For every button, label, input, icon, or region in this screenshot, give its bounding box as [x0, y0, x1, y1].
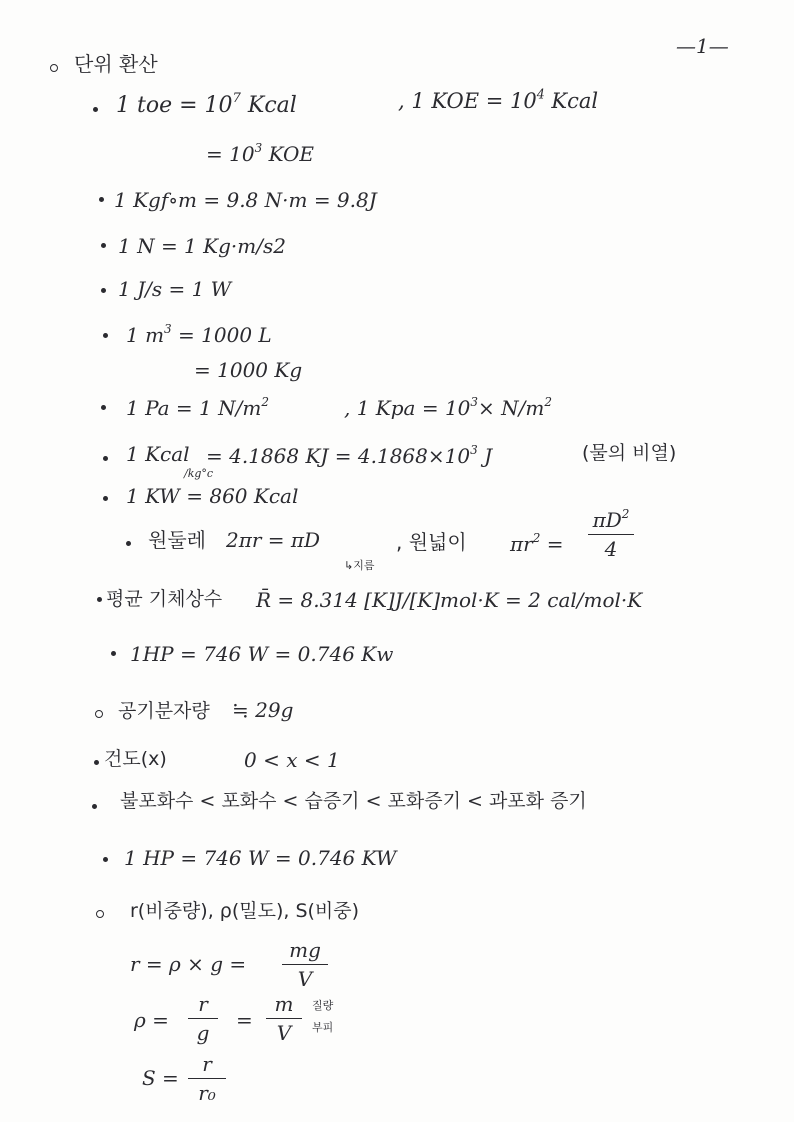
page-number: —1—: [676, 34, 729, 58]
density-formula: ρ =: [134, 1008, 169, 1032]
bullet-icon: [111, 651, 116, 656]
m3-line: 1 $m^3 = 1000$ L: [126, 322, 272, 347]
bullet-icon: [97, 597, 102, 602]
kcal-line-right: = 4.1868 KJ = $4.1868\times 10^3$ J: [206, 443, 493, 468]
bullet-icon: [101, 405, 106, 410]
watt-line: 1 J/s = 1 W: [118, 277, 232, 301]
density-fraction-1: r g: [188, 992, 218, 1045]
bullet-icon: [92, 804, 97, 809]
circumference-label: 원둘레: [148, 528, 206, 552]
kpa-line: , 1 Kpa = $10^3\times N/m^2$: [344, 395, 552, 420]
area-label: , 원넓이: [396, 530, 467, 554]
density-equals: =: [236, 1008, 253, 1032]
kcal-note: (물의 비열): [582, 442, 677, 464]
bullet-icon: [103, 496, 108, 501]
newton-line: 1 N = 1 Kg·m/s2: [118, 234, 286, 258]
kw-line: 1 KW = 860 Kcal: [126, 484, 299, 508]
m3-kg-line: = 1000 Kg: [194, 358, 303, 382]
section-title: 단위 환산: [74, 52, 158, 76]
bullet-icon: [103, 857, 108, 862]
kgf-line: 1 Kgf∘m = 9.8 N·m = 9.8J: [114, 188, 377, 212]
bullet-icon: [101, 243, 106, 248]
bullet-icon: [103, 333, 108, 338]
air-molecular-value: ≒ 29g: [232, 698, 294, 722]
phase-order-line: 불포화수 < 포화수 < 습증기 < 포화증기 < 과포화 증기: [120, 790, 587, 812]
circumference-formula: 2πr = πD: [226, 528, 321, 552]
toe-line: 1 toe = $10^7$ Kcal: [116, 91, 297, 118]
toe-koe-line: = $10^3$ KOE: [206, 141, 314, 166]
specific-weight-fraction: mg V: [282, 938, 328, 991]
kcal-subnote: /kg°c: [184, 467, 214, 480]
bullet-icon: [101, 288, 106, 293]
area-formula: $\pi r^2$ =: [510, 531, 564, 556]
dryness-formula: 0 < x < 1: [244, 748, 340, 772]
density-fraction-2: m V: [266, 992, 302, 1045]
area-fraction: $\pi D^2$ 4: [588, 508, 634, 561]
specific-weight-formula: r = ρ × g =: [130, 952, 247, 976]
gas-constant-label: 평균 기체상수: [106, 588, 223, 610]
bullet-icon: [126, 541, 131, 546]
volume-note: 부피: [312, 1021, 334, 1034]
bullet-icon: [50, 64, 58, 72]
horsepower-line: 1HP = 746 W = 0.746 Kw: [130, 642, 394, 666]
specific-gravity-formula: S =: [142, 1066, 179, 1090]
bullet-icon: [96, 910, 104, 918]
koe-line: , 1 KOE = $10^4$ Kcal: [398, 86, 599, 113]
bullet-icon: [94, 760, 99, 765]
bullet-icon: [95, 710, 103, 718]
pascal-line: 1 Pa = 1 $N/m^2$: [126, 395, 269, 420]
bullet-icon: [93, 107, 98, 112]
gas-constant-formula: R̄ = 8.314 [K]J/[K]mol·K = 2 cal/mol·K: [256, 588, 643, 612]
diameter-note: ↳지름: [344, 559, 375, 572]
dryness-label: 건도(x): [104, 748, 167, 770]
air-molecular-label: 공기분자량: [118, 700, 210, 722]
definitions-line: r(비중량), ρ(밀도), S(비중): [130, 900, 360, 922]
specific-gravity-fraction: r r₀: [188, 1052, 226, 1105]
kcal-line-left: 1 Kcal: [126, 442, 190, 466]
bullet-icon: [103, 456, 108, 461]
bullet-icon: [99, 197, 104, 202]
horsepower-line-2: 1 HP = 746 W = 0.746 KW: [124, 846, 397, 870]
mass-note: 질량: [312, 999, 334, 1012]
